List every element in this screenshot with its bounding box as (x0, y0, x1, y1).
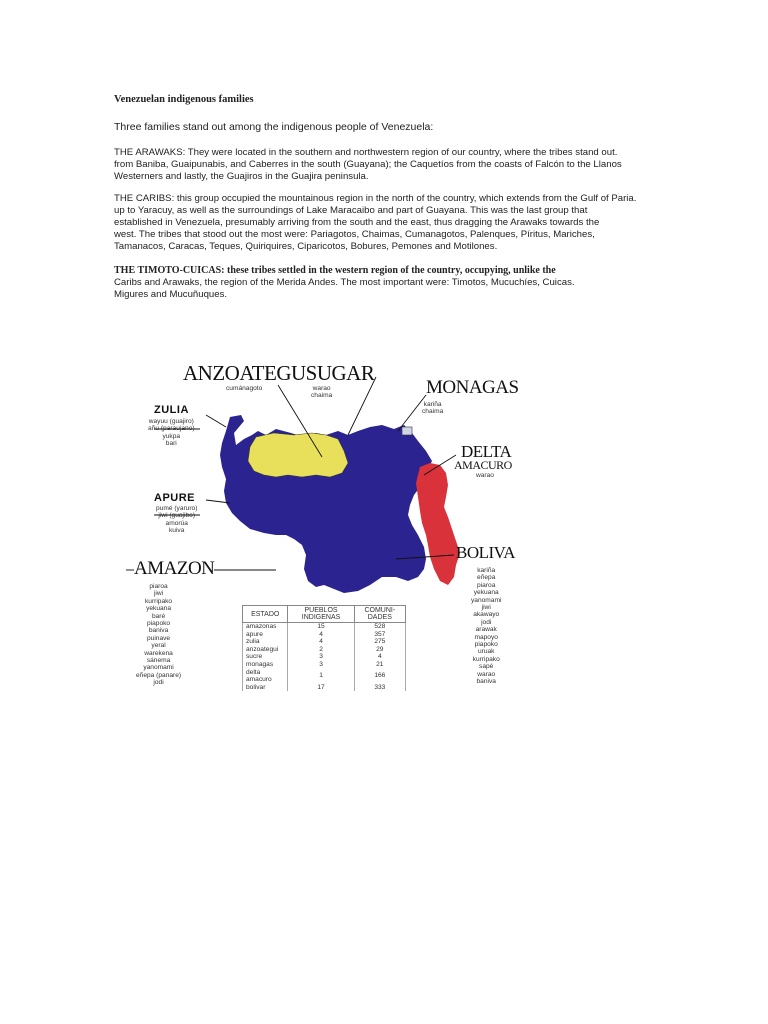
tribe-name: bari (165, 440, 177, 448)
tribe-name: cumánagoto (226, 385, 263, 392)
tribe-name: yukpa (162, 432, 181, 440)
table-cell: delta amacuro (243, 669, 288, 684)
table-cell: 333 (354, 684, 405, 692)
table-cell: zulia (243, 638, 288, 646)
table-cell: 1 (288, 669, 354, 684)
tribe-name: uruak (477, 648, 495, 656)
tribes-delta (476, 472, 494, 479)
tribe-name: puinave (146, 634, 171, 642)
tribe-name: yeral (151, 642, 166, 650)
tribe-name: yanomami (471, 596, 502, 604)
tribe-name: piaroa (477, 581, 496, 589)
tribe-name: kariña (477, 567, 496, 574)
label-amazon: AMAZON (134, 558, 215, 579)
column-header: PUEBLOS INDIGENAS (288, 606, 354, 623)
text-line: Tamanacos, Caracas, Teques, Quiriquires, Ciparicotos, Bobures, Pemones and Motilones. (114, 241, 498, 252)
column-header: COMUNI-DADES (354, 606, 405, 623)
table-row (243, 638, 406, 646)
tribe-name: jiwi (153, 590, 164, 598)
tribe-name: wayuu (guajiro) (148, 418, 194, 425)
label-amacuro: AMACURO (454, 458, 512, 472)
tribe-name: yekuana (473, 589, 499, 597)
tribe-name: kurripako (144, 597, 173, 605)
caribs-paragraph (114, 193, 674, 253)
tribe-name: chaima (311, 392, 333, 400)
tribe-name: akawayo (473, 611, 500, 619)
table-cell: 4 (354, 653, 405, 661)
tribe-name: warao (476, 472, 494, 479)
table-row (243, 684, 406, 692)
island-shape (402, 427, 412, 435)
tribes-apure (156, 505, 197, 535)
table-cell: apure (243, 631, 288, 639)
tribe-name: warao (477, 670, 496, 678)
text-line: Migures and Mucuñuques. (114, 289, 228, 300)
tribe-name: arawak (475, 626, 497, 634)
island-shape (394, 433, 400, 438)
label-anzoategui: ANZOATEGUSUGAR (183, 361, 375, 385)
tribe-name: jiwi (guajibo) (158, 512, 196, 520)
label-zulia: ZULIA (154, 404, 189, 416)
table-cell: 357 (354, 631, 405, 639)
text-line: THE ARAWAKS: They were located in the southern and northwestern region of our country, where the tribes stand out. (114, 147, 618, 158)
tribe-name: piaroa (149, 583, 168, 590)
label-delta: DELTA (461, 442, 512, 461)
document-title: Venezuelan indigenous families (114, 94, 254, 105)
tribes-anzoategui (226, 385, 262, 392)
tribe-name: pumé (yaruro) (156, 505, 198, 512)
tribe-name: warekena (144, 649, 173, 657)
table-row (243, 653, 406, 661)
tribes-amazonas (136, 583, 181, 687)
table-cell: 4 (288, 638, 354, 646)
timoto-cuicas-paragraph (114, 265, 674, 301)
text-line: west. The tribes that stood out the most were: Pariagotos, Chaimas, Cumanagotos, Palenques, Píritus, Mariches, (114, 229, 595, 240)
tribe-name: kariña (423, 401, 442, 408)
tribe-name: piapoko (146, 620, 171, 628)
tribe-name: mapoyo (474, 633, 498, 641)
tribe-name: yekuana (146, 605, 172, 613)
table-cell: monagas (243, 661, 288, 669)
table-header-row (243, 606, 406, 623)
table-cell: bolivar (243, 684, 288, 692)
tribes-bolivar (471, 567, 501, 686)
tribe-name: eñepa (477, 574, 496, 582)
table-cell: 15 (288, 623, 354, 631)
table-cell: 4 (288, 631, 354, 639)
table-cell: anzoategui (243, 646, 288, 654)
tribes-zulia (148, 418, 195, 448)
text-line: THE CARIBS: this group occupied the mountainous region in the north of the country, which extends from the Gulf of Paria. (114, 193, 637, 204)
tribe-name: chaima (422, 408, 444, 416)
tribe-name: kurripako (472, 655, 500, 663)
text-line: established in Venezuela, presumably arriving from the south and the east, thus dragging the Arawaks towards the (114, 217, 600, 228)
tribe-name: piapoko (474, 641, 498, 649)
tribes-monagas (422, 401, 443, 416)
table-cell: 3 (288, 653, 354, 661)
text-line-lead: THE TIMOTO-CUICAS: these tribes settled in the western region of the country, occupying, unlike the (114, 265, 556, 276)
text-line: up to Yaracuy, as well as the surroundings of Lake Maracaibo and part of Guayana. This was the last group that (114, 205, 588, 216)
region-yellow (248, 433, 348, 477)
tribe-name: añu (paraujano) (148, 425, 195, 433)
label-apure: APURE (154, 492, 196, 504)
tribe-name: yanomami (143, 664, 174, 672)
table-cell: 21 (354, 661, 405, 669)
label-bolivar: BOLIVA (456, 543, 516, 562)
table-cell: 17 (288, 684, 354, 692)
tribe-name: jodi (153, 679, 164, 687)
table-cell: amazonas (243, 623, 288, 631)
table-row (243, 631, 406, 639)
table-row (243, 669, 406, 684)
table-cell: 2 (288, 646, 354, 654)
tribe-name: jiwi (481, 604, 491, 612)
table-cell: 275 (354, 638, 405, 646)
table-row (243, 661, 406, 669)
table-cell: 528 (354, 623, 405, 631)
tribes-sucre (311, 385, 332, 400)
tribe-name: warao (312, 385, 331, 392)
venezuela-indigenous-map (126, 355, 546, 705)
table-cell: 3 (288, 661, 354, 669)
label-monagas: MONAGAS (426, 377, 519, 398)
tribe-name: sánema (146, 657, 171, 665)
tribe-name: jodi (481, 618, 492, 626)
table-cell: 29 (354, 646, 405, 654)
table-row (243, 646, 406, 654)
indigenous-stats-table (242, 605, 406, 691)
tribe-name: baniva (148, 627, 169, 635)
table-row (243, 623, 406, 631)
tribe-name: baré (151, 612, 166, 620)
tribe-name: kuiva (169, 527, 185, 535)
arawaks-paragraph (114, 147, 674, 183)
tribe-name: baniva (476, 678, 496, 686)
tribe-name: sapé (479, 663, 494, 671)
tribe-name: eñepa (panare) (136, 671, 182, 679)
table-cell: 166 (354, 669, 405, 684)
tribe-name: amorúa (165, 519, 188, 527)
text-line: from Baniba, Guaipunabis, and Caberres in the south (Guayana); the Caquetíos from the coasts of Falcón to the Llanos (114, 159, 622, 170)
text-line: Caribs and Arawaks, the region of the Merida Andes. The most important were: Timotos, Mucuchíes, Cuicas. (114, 277, 575, 288)
intro-paragraph: Three families stand out among the indigenous people of Venezuela: (114, 121, 434, 133)
table-cell: sucre (243, 653, 288, 661)
text-line: Westerners and lastly, the Guajiros in the Guajira peninsula. (114, 171, 369, 182)
column-header: ESTADO (243, 606, 288, 623)
